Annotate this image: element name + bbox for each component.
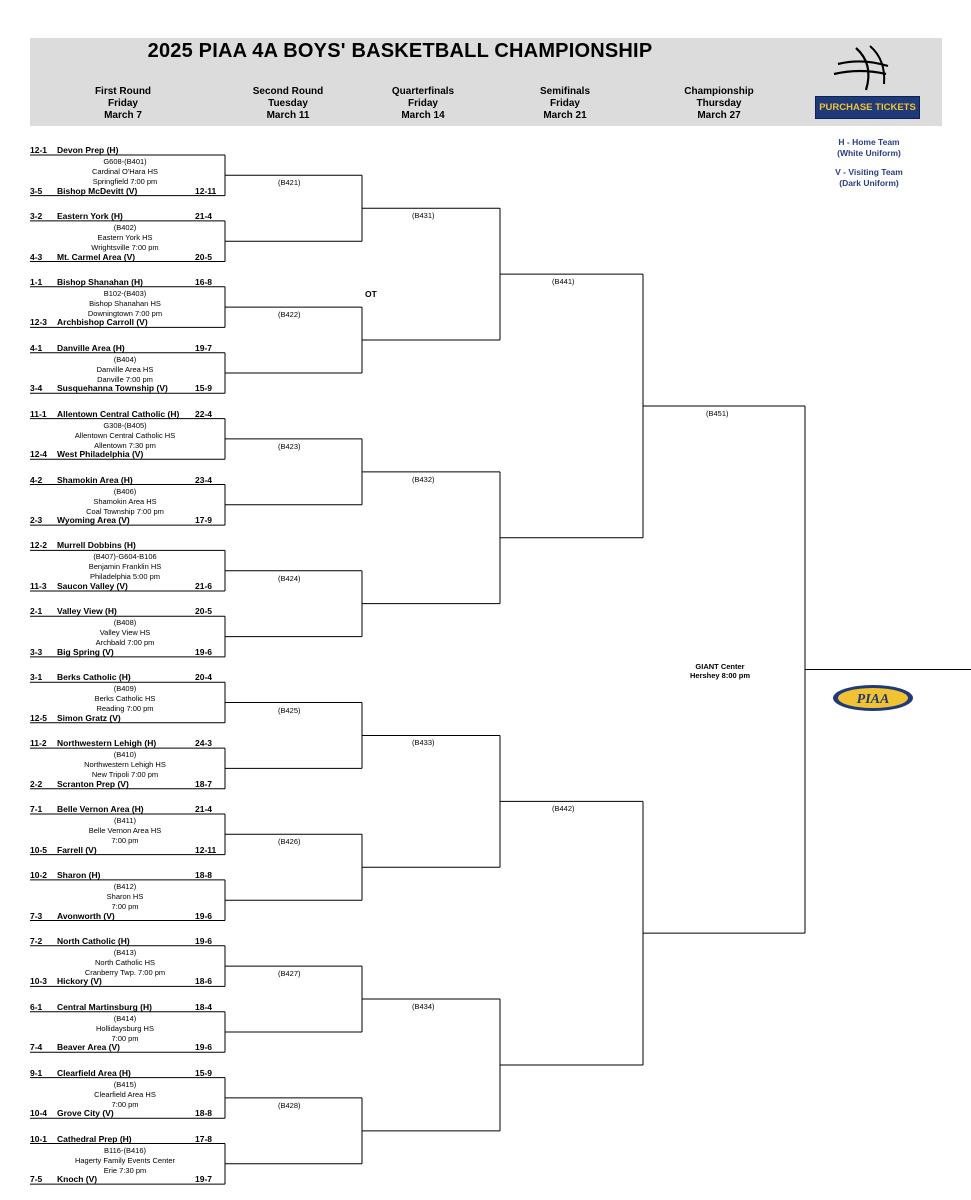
team-record: 23-4 — [195, 474, 213, 485]
legend-home-label: H - Home Team — [838, 137, 900, 147]
game-time: Springfield 7:00 pm — [92, 177, 158, 186]
team-name: Valley View (H) — [57, 606, 117, 617]
game-time: Coal Township 7:00 pm — [86, 506, 164, 516]
seed-label: 6-1 — [30, 1001, 43, 1012]
game-time: 7:00 pm — [111, 901, 139, 911]
team-name: Hickory (V) — [57, 976, 102, 987]
seed-label: 10-3 — [30, 976, 48, 987]
game-site: Clearfield Area HS — [94, 1089, 156, 1099]
team-name: Big Spring (V) — [57, 646, 114, 657]
game-game: (B412) — [113, 881, 137, 891]
semifinal-game-label: (B442) — [552, 804, 575, 814]
team-name: Berks Catholic (H) — [57, 672, 131, 683]
game-site: North Catholic HS — [94, 957, 156, 967]
team-name: Allentown Central Catholic (H) — [57, 408, 180, 419]
game-time: 7:00 pm — [111, 1099, 139, 1109]
legend-visiting-label: V - Visiting Team — [835, 167, 903, 177]
game-site: Benjamin Franklin HS — [88, 562, 162, 572]
second-round-game-label: (B426) — [278, 837, 301, 847]
round-day: Tuesday — [268, 98, 308, 109]
seed-label: 7-1 — [30, 804, 43, 814]
seed-label: 4-3 — [30, 251, 43, 262]
semifinal-game-label: (B441) — [552, 277, 575, 287]
game-game: (B414) — [113, 1013, 137, 1023]
team-name: Avonworth (V) — [57, 910, 115, 921]
round-name: Championship — [684, 86, 754, 97]
seed-label: 3-1 — [30, 672, 43, 683]
second-round-game-label: (B421) — [278, 178, 301, 188]
game-game: (B406) — [113, 486, 137, 496]
game-game: G308-(B405) — [103, 420, 147, 430]
game-time: 7:00 pm — [111, 836, 139, 845]
team-record: 24-3 — [195, 738, 213, 749]
round-date: March 7 — [104, 110, 142, 121]
round-name: First Round — [94, 86, 152, 97]
second-round-game-label: (B422) — [278, 310, 301, 320]
round-date: March 14 — [401, 110, 445, 121]
team-name: Clearfield Area (H) — [57, 1067, 131, 1078]
game-game: (B411) — [114, 816, 136, 825]
round-name: Second Round — [252, 86, 324, 97]
team-name: Susquehanna Township (V) — [57, 383, 168, 394]
game-time: Reading 7:00 pm — [96, 704, 154, 714]
legend-home-uniform: (White Uniform) — [837, 148, 901, 158]
game-time: Cranberry Twp. 7:00 pm — [84, 967, 166, 977]
game-site: Northwestern Lehigh HS — [84, 760, 166, 770]
team-record: 17-8 — [195, 1133, 213, 1144]
game-time: Archbald 7:00 pm — [95, 638, 155, 648]
team-record: 20-4 — [195, 672, 213, 683]
team-name: Bishop Shanahan (H) — [57, 276, 143, 287]
game-site: Berks Catholic HS — [94, 694, 156, 704]
seed-label: 10-1 — [30, 1133, 48, 1144]
game-game: (B415) — [113, 1079, 137, 1089]
team-record: 19-6 — [195, 910, 213, 921]
game-time: Erie 7:30 pm — [103, 1165, 147, 1175]
game-site: Hollidaysburg HS — [96, 1023, 154, 1033]
game-time: 7:00 pm — [111, 1033, 139, 1043]
round-day: Friday — [107, 98, 138, 109]
seed-label: 9-1 — [30, 1067, 43, 1078]
team-record: 17-9 — [195, 515, 213, 526]
game-time: Downingtown 7:00 pm — [87, 308, 163, 318]
team-record: 22-4 — [195, 408, 213, 419]
piaa-logo-text: PIAA — [856, 692, 890, 707]
team-name: Saucon Valley (V) — [57, 581, 128, 591]
quarterfinal-game-label: (B431) — [412, 211, 435, 221]
seed-label: 11-3 — [30, 581, 47, 591]
team-name: Wyoming Area (V) — [57, 515, 130, 526]
seed-label: 2-1 — [30, 606, 43, 617]
game-game: (B402) — [113, 222, 137, 232]
round-name: Quarterfinals — [391, 86, 455, 97]
team-record: 19-7 — [195, 342, 213, 353]
seed-label: 3-5 — [30, 185, 43, 196]
team-name: Shamokin Area (H) — [57, 474, 133, 485]
page-title: 2025 PIAA 4A BOYS' BASKETBALL CHAMPIONSHIP — [147, 40, 653, 62]
team-record: 21-4 — [195, 210, 213, 221]
game-time: Danville 7:00 pm — [97, 374, 153, 384]
seed-label: 7-3 — [30, 910, 43, 921]
round-day: Friday — [549, 98, 580, 109]
team-name: Grove City (V) — [57, 1108, 114, 1119]
game-time: Allentown 7:30 pm — [94, 440, 156, 450]
team-record: 19-6 — [195, 1042, 213, 1053]
game-game: G608-(B401) — [103, 157, 147, 166]
team-name: Devon Prep (H) — [57, 145, 119, 155]
seed-label: 12-3 — [30, 317, 48, 328]
team-record: 19-6 — [195, 646, 213, 657]
championship-game-label: (B451) — [706, 408, 729, 418]
game-site: Danville Area HS — [96, 364, 154, 374]
legend-visiting-uniform: (Dark Uniform) — [839, 178, 899, 188]
seed-label: 4-1 — [30, 342, 43, 353]
game-site: Hagerty Family Events Center — [74, 1155, 176, 1165]
team-name: West Philadelphia (V) — [57, 449, 144, 460]
game-game: (B408) — [113, 618, 137, 628]
team-name: Cathedral Prep (H) — [57, 1133, 132, 1144]
team-record: 21-4 — [195, 804, 213, 814]
team-record: 16-8 — [195, 276, 213, 287]
team-record: 20-5 — [195, 606, 213, 617]
team-name: Sharon (H) — [57, 869, 101, 880]
round-date: March 11 — [266, 110, 310, 121]
game-site: Shamokin Area HS — [93, 496, 157, 506]
round-name: Semifinals — [539, 86, 591, 97]
team-name: Belle Vernon Area (H) — [57, 804, 144, 814]
seed-label: 2-2 — [30, 778, 43, 789]
team-name: Simon Gratz (V) — [57, 712, 121, 723]
game-game: (B404) — [113, 354, 137, 364]
venue-time: Hershey 8:00 pm — [689, 671, 751, 680]
team-record: 18-4 — [195, 1001, 213, 1012]
overtime-note: OT — [365, 288, 377, 299]
game-site: Belle Vernon Area HS — [88, 826, 162, 835]
seed-label: 7-2 — [30, 935, 43, 946]
game-game: B102-(B403) — [103, 288, 147, 298]
seed-label: 11-1 — [30, 408, 47, 419]
team-name: Mt. Carmel Area (V) — [57, 251, 136, 262]
seed-label: 3-2 — [30, 210, 43, 221]
team-name: Northwestern Lehigh (H) — [57, 738, 157, 749]
team-name: Murrell Dobbins (H) — [57, 540, 136, 551]
team-record: 18-7 — [195, 778, 213, 789]
team-name: Scranton Prep (V) — [57, 778, 129, 789]
team-record: 19-7 — [195, 1174, 213, 1185]
seed-label: 7-4 — [30, 1042, 43, 1053]
game-time: Wrightsville 7:00 pm — [91, 242, 159, 252]
seed-label: 1-1 — [30, 276, 43, 287]
seed-label: 12-4 — [30, 449, 48, 460]
seed-label: 3-3 — [30, 646, 43, 657]
second-round-game-label: (B428) — [278, 1100, 301, 1110]
team-record: 19-6 — [195, 935, 213, 946]
seed-label: 12-5 — [30, 712, 48, 723]
quarterfinal-game-label: (B434) — [412, 1002, 435, 1012]
seed-label: 12-1 — [30, 145, 48, 155]
team-name: Farrell (V) — [57, 844, 97, 855]
round-day: Friday — [407, 98, 438, 109]
game-site: Eastern York HS — [97, 232, 153, 242]
team-record: 18-8 — [195, 869, 213, 880]
team-name: Danville Area (H) — [57, 342, 125, 353]
seed-label: 12-2 — [30, 540, 48, 551]
game-game: (B410) — [113, 750, 137, 760]
team-name: Eastern York (H) — [57, 210, 123, 221]
game-time: New Tripoli 7:00 pm — [91, 770, 159, 780]
game-game: B116-(B416) — [104, 1145, 146, 1155]
quarterfinal-game-label: (B433) — [412, 738, 435, 748]
game-site: Allentown Central Catholic HS — [74, 430, 176, 440]
team-record: 15-9 — [195, 1067, 213, 1078]
team-record: 18-8 — [195, 1108, 213, 1119]
seed-label: 4-2 — [30, 474, 43, 485]
venue-name: GIANT Center — [695, 662, 745, 671]
team-record: 12-11 — [195, 844, 217, 855]
game-site: Valley View HS — [99, 628, 151, 638]
seed-label: 7-5 — [30, 1174, 43, 1185]
seed-label: 10-2 — [30, 869, 48, 880]
team-name: Beaver Area (V) — [57, 1042, 120, 1053]
second-round-game-label: (B424) — [278, 573, 301, 583]
quarterfinal-game-label: (B432) — [412, 474, 435, 484]
second-round-game-label: (B425) — [278, 705, 301, 715]
round-date: March 21 — [543, 110, 587, 121]
second-round-game-label: (B427) — [278, 969, 301, 979]
seed-label: 11-2 — [30, 738, 47, 749]
game-site: Bishop Shanahan HS — [89, 298, 161, 308]
team-record: 18-6 — [195, 976, 213, 987]
seed-label: 3-4 — [30, 383, 43, 394]
seed-label: 10-5 — [30, 844, 48, 855]
seed-label: 10-4 — [30, 1108, 48, 1119]
purchase-tickets-button[interactable]: PURCHASE TICKETS — [815, 96, 920, 119]
game-site: Cardinal O'Hara HS — [91, 167, 159, 176]
team-record: 20-5 — [195, 251, 213, 262]
round-day: Thursday — [696, 98, 742, 109]
team-name: North Catholic (H) — [57, 935, 130, 946]
game-game: (B407)-G604-B106 — [93, 552, 157, 562]
team-name: Knoch (V) — [57, 1174, 98, 1185]
game-time: Philadelphia 5:00 pm — [89, 572, 161, 582]
team-record: 15-9 — [195, 383, 213, 394]
game-game: (B409) — [113, 684, 137, 694]
team-name: Central Martinsburg (H) — [57, 1001, 152, 1012]
team-name: Archbishop Carroll (V) — [57, 317, 148, 328]
round-date: March 27 — [697, 110, 741, 121]
seed-label: 2-3 — [30, 515, 43, 526]
second-round-game-label: (B423) — [278, 441, 301, 451]
team-record: 21-6 — [195, 581, 213, 591]
game-game: (B413) — [113, 947, 137, 957]
game-site: Sharon HS — [106, 891, 144, 901]
team-name: Bishop McDevitt (V) — [57, 185, 138, 196]
team-record: 12-11 — [195, 185, 217, 196]
